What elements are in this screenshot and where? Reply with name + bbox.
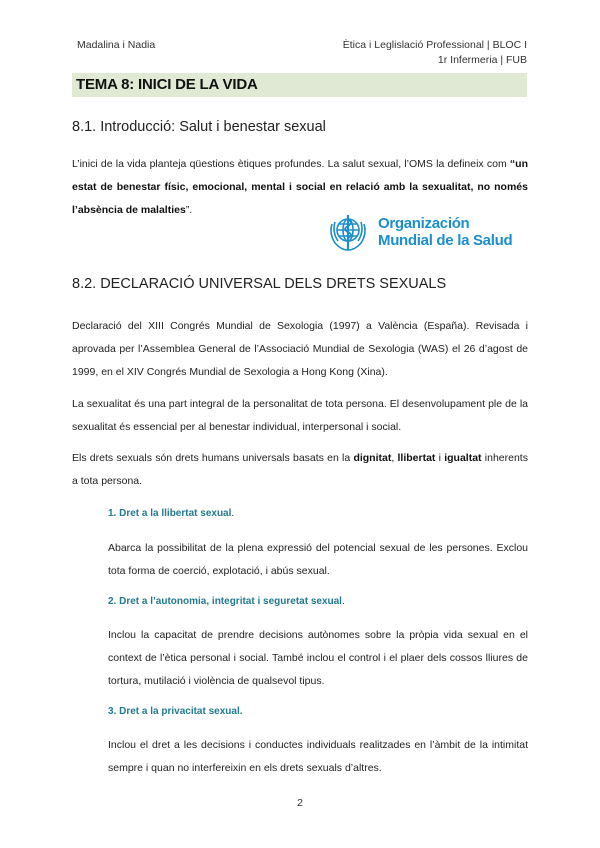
rights-sep: i xyxy=(435,452,445,464)
section-heading-introduction: 8.1. Introducció: Salut i benestar sexual xyxy=(72,119,326,135)
right-text-1: Abarca la possibilitat de la plena expressió del potencial sexual de les persones. Exclou tota forma de coerció, explotació, i abús sexual. xyxy=(108,542,528,577)
keyword-llibertat: llibertat xyxy=(397,452,436,464)
who-name-line2: Mundial de la Salud xyxy=(378,232,513,249)
keyword-dignitat: dignitat xyxy=(353,452,392,464)
header-course-line1: Ètica i Leglislació Professional | BLOC I xyxy=(342,39,527,51)
page-number: 2 xyxy=(297,797,303,809)
keyword-igualtat: igualtat xyxy=(444,452,482,464)
header-course-info xyxy=(343,38,527,68)
rights-sep: , xyxy=(391,452,398,464)
header-authors: Madalina i Nadia xyxy=(77,39,156,51)
right-text-2: Inclou la capacitat de prendre decisions autònomes sobre la pròpia vida sexual en el context de l’ètica personal i social. També inclou el control i el plaer dels cossos lliures de tortura, mutilació i violència de qualsevol tipus. xyxy=(108,629,528,687)
who-name-line1: Organización xyxy=(378,215,470,232)
declaration-paragraph: Declaració del XIII Congrés Mundial de Sexologia (1997) a València (España). Revisada i aprovada per l’Assemblea General de l’Associació Mundial de Sexologia (WAS) el 26 d’agost de 1999, en el XIV Congrés Mundial de Sexologia a Hong Kong (Xina). xyxy=(72,320,528,378)
right-heading-1: 1. Dret a la llibertat sexual. xyxy=(108,508,235,519)
chapter-title-bar xyxy=(72,73,527,97)
who-definition-quote: “un estat de benestar físic, emocional, mental i social en relació amb la sexualitat, no només l’absència de malalties xyxy=(72,158,528,216)
rights-paragraph xyxy=(72,447,528,493)
sexuality-paragraph: La sexualitat és una part integral de la personalitat de tota persona. El desenvolupament ple de la sexualitat és essencial per al benestar individual, interpersonal i social. xyxy=(72,398,528,433)
right-heading-3: 3. Dret a la privacitat sexual. xyxy=(108,706,243,717)
who-logo xyxy=(326,210,513,254)
chapter-title: TEMA 8: INICI DE LA VIDA xyxy=(76,76,258,93)
rights-text-end: inherents a tota persona. xyxy=(72,452,528,487)
section-heading-declaration: 8.2. DECLARACIÓ UNIVERSAL DELS DRETS SEXUALS xyxy=(72,276,447,292)
intro-text: L’inici de la vida planteja qüestions ètiques profundes. La salut sexual, l’OMS la defineix com xyxy=(72,158,510,170)
intro-text-end: ”. xyxy=(185,204,193,216)
right-heading-2: 2. Dret a l’autonomia, integritat i seguretat sexual. xyxy=(108,596,345,607)
header-course-line2: 1r Infermeria | FUB xyxy=(437,54,527,66)
who-emblem-icon xyxy=(326,210,370,254)
right-text-3: Inclou el dret a les decisions i conductes individuals realitzades en l’àmbit de la intimitat sempre i quan no interfereixin en els drets sexuals d’altres. xyxy=(108,739,528,774)
rights-text: Els drets sexuals són drets humans universals basats en la xyxy=(72,452,354,464)
